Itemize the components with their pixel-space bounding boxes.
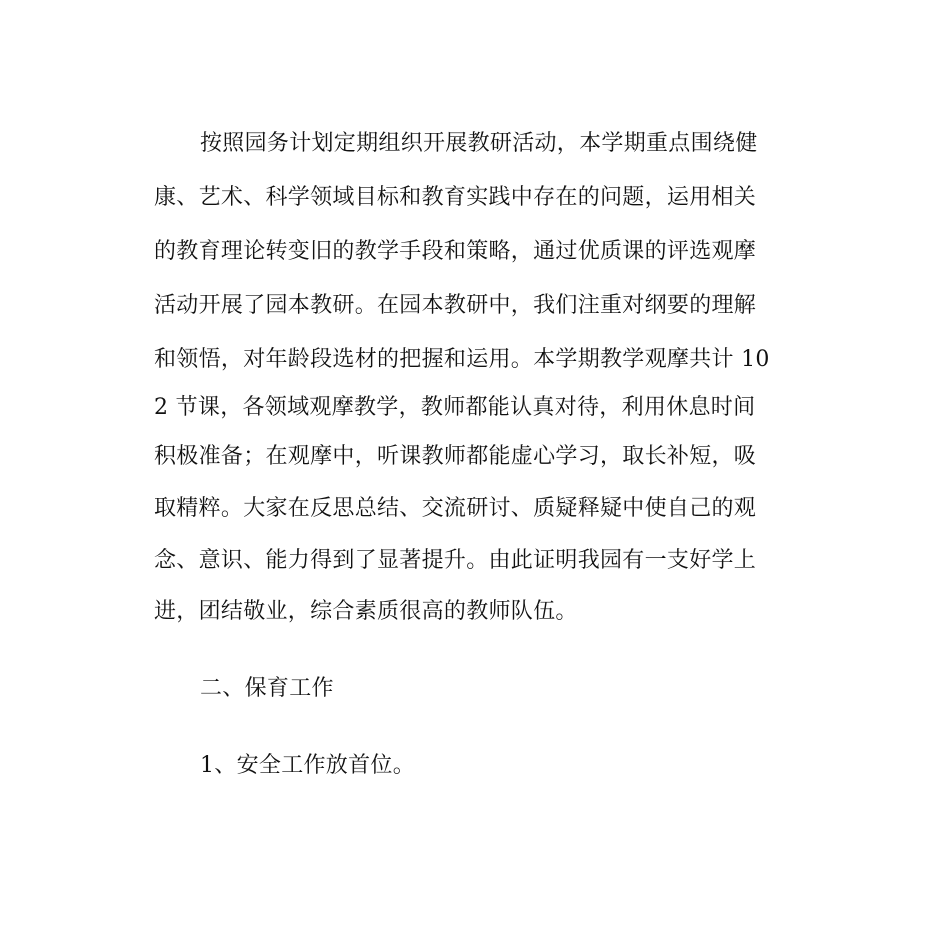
paragraph-line: 念、意识、能力得到了显著提升。由此证明我园有一支好学上 bbox=[154, 548, 757, 573]
paragraph-line: 活动开展了园本教研。在园本教研中，我们注重对纲要的理解 bbox=[154, 293, 757, 318]
paragraph-line: 取精粹。大家在反思总结、交流研讨、质疑释疑中使自己的观 bbox=[154, 496, 757, 521]
subsection-heading: 1、安全工作放首位。 bbox=[200, 753, 415, 778]
paragraph-line: 康、艺术、科学领域目标和教育实践中存在的问题，运用相关 bbox=[154, 185, 757, 210]
paragraph-line: 和领悟，对年龄段选材的把握和运用。本学期教学观摩共计 10 bbox=[154, 347, 770, 372]
paragraph-line: 的教育理论转变旧的教学手段和策略，通过优质课的评选观摩 bbox=[154, 239, 757, 264]
paragraph-line: 2 节课，各领域观摩教学，教师都能认真对待，利用休息时间 bbox=[154, 395, 756, 420]
section-heading: 二、保育工作 bbox=[200, 676, 334, 701]
paragraph-line: 按照园务计划定期组织开展教研活动，本学期重点围绕健 bbox=[200, 131, 758, 156]
paragraph-line: 积极准备；在观摩中，听课教师都能虚心学习，取长补短，吸 bbox=[154, 444, 757, 469]
paragraph-line: 进，团结敬业，综合素质很高的教师队伍。 bbox=[154, 599, 578, 624]
